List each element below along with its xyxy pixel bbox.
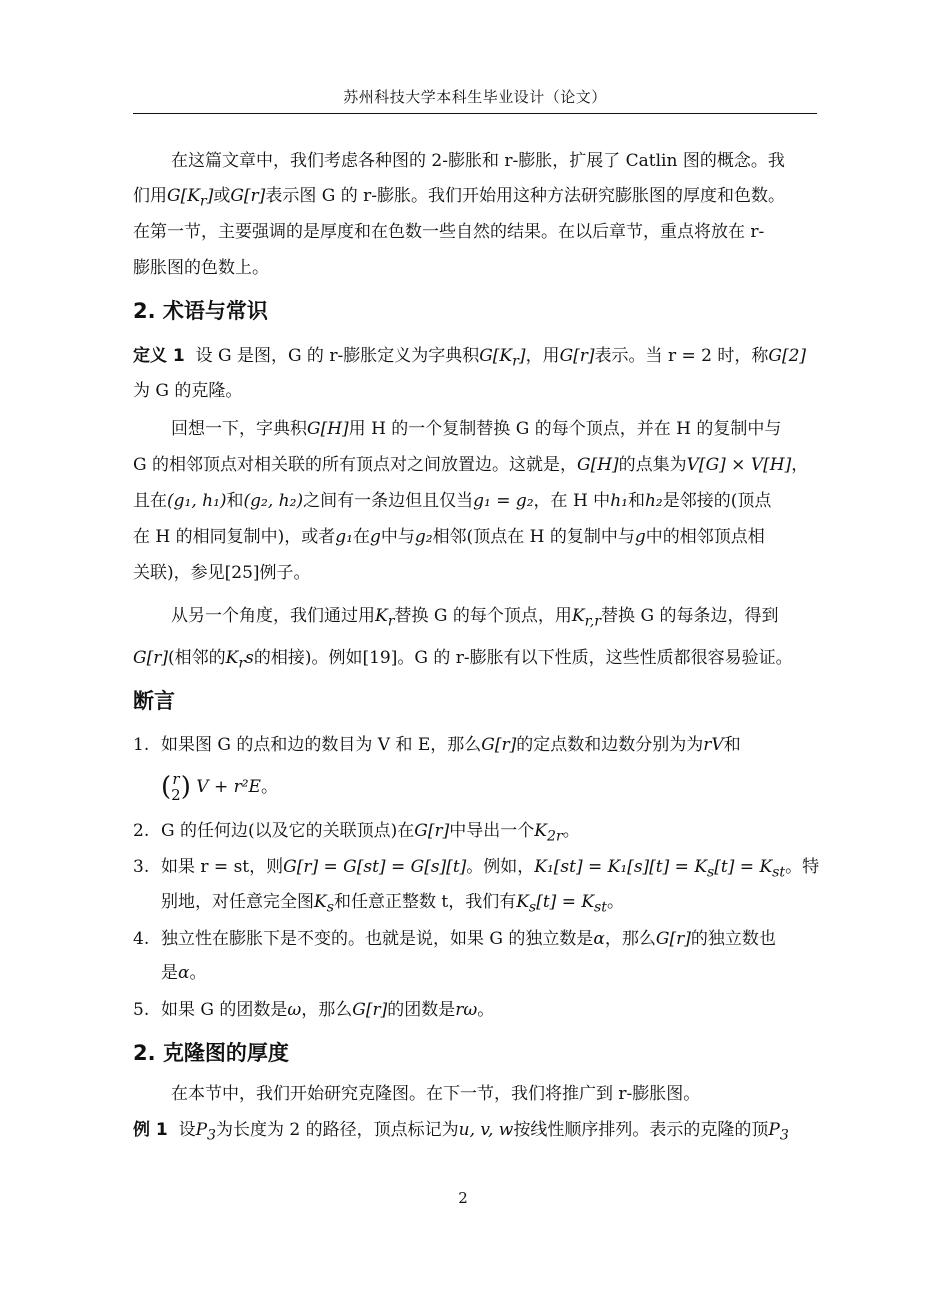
recall-line-5: 关联)，参见[25]例子。 <box>133 563 311 583</box>
intro-line-4: 膨胀图的色数上。 <box>133 258 269 278</box>
section-heading-clone-thickness: 2. 克隆图的厚度 <box>133 1041 289 1065</box>
recall-line-4: 在 H 的相同复制中)，或者g₁在g中与g₂相邻(顶点在 H 的复制中与g中的相邻顶点相 <box>133 527 765 547</box>
list-item-1-line-2: ( r 2 ) V + r²E。 <box>161 770 278 804</box>
list-item-4-line-2: 是α。 <box>161 963 207 983</box>
recall-line-1: 回想一下，字典积G[H]用 H 的一个复制替换 G 的每个顶点，并在 H 的复制中与 <box>171 419 782 439</box>
list-item-2: G 的任何边(以及它的关联顶点)在G[r]中导出一个$K_{2r}$。 <box>161 821 580 845</box>
list-number-3: 3. <box>133 857 150 877</box>
intro-line-3: 在第一节，主要强调的是厚度和在色数一些自然的结果。在以后章节，重点将放在 r- <box>133 222 765 242</box>
list-number-5: 5. <box>133 1000 150 1020</box>
intro-line-1: 在这篇文章中，我们考虑各种图的 2-膨胀和 r-膨胀，扩展了 Catlin 图的概念。我 <box>171 151 785 171</box>
recall-line-3: 且在(g₁, h₁)和(g₂, h₂)之间有一条边但且仅当g₁ = g₂，在 H 中h₁和h₂是邻接的(顶点 <box>133 491 772 511</box>
definition-line-1: 定义 1 设 G 是图，G 的 r-膨胀定义为字典积$G[K_r]$，用G[r]表示。当 r = 2 时，称G[2] <box>133 346 807 370</box>
definition-line-2: 为 G 的克隆。 <box>133 381 243 401</box>
section2-intro-line: 在本节中，我们开始研究克隆图。在下一节，我们将推广到 r-膨胀图。 <box>171 1084 701 1104</box>
list-item-1-line-1: 如果图 G 的点和边的数目为 V 和 E，那么G[r]的定点数和边数分别为为rV和 <box>161 735 741 755</box>
page-number: 2 <box>458 1189 468 1207</box>
list-item-3-line-1: 如果 r = st，则G[r] = G[st] = G[s][t]。例如，$K_1[st] = K_1[s][t] = K_s[t] = K_{st}$。特 <box>161 857 820 881</box>
recall-line-2: G 的相邻顶点对相关联的所有顶点对之间放置边。这就是，G[H]的点集为V[G] × V[H]， <box>133 455 809 475</box>
list-number-2: 2. <box>133 821 150 841</box>
assertion-heading: 断言 <box>133 689 175 713</box>
angle-line-2: G[r](相邻的$K_rs$的相接)。例如[19]。G 的 r-膨胀有以下性质，这些性质都很容易验证。 <box>133 648 793 672</box>
intro-line-2: 们用$G[K_r]$或G[r]表示图 G 的 r-膨胀。我们开始用这种方法研究膨胀图的厚度和色数。 <box>133 186 785 210</box>
list-item-5: 如果 G 的团数是ω，那么G[r]的团数是rω。 <box>161 1000 495 1020</box>
angle-line-1: 从另一个角度，我们通过用$K_r$替换 G 的每个顶点，用$K_{r,r}$替换 G 的每条边，得到 <box>171 606 779 630</box>
example-line-1: 例 1 设$P_3$为长度为 2 的路径，顶点标记为u, v, w按线性顺序排列。表示的克隆的顶$P_3$ <box>133 1120 789 1144</box>
header-divider <box>133 113 817 114</box>
running-header: 苏州科技大学本科生毕业设计（论文） <box>343 88 607 106</box>
list-number-1: 1. <box>133 735 150 755</box>
list-number-4: 4. <box>133 929 150 949</box>
list-item-3-line-2: 别地，对任意完全图$K_s$和任意正整数 t，我们有$K_s[t] = K_{st}$。 <box>161 892 625 916</box>
section-heading-terminology: 2. 术语与常识 <box>133 299 268 323</box>
list-item-4-line-1: 独立性在膨胀下是不变的。也就是说，如果 G 的独立数是α，那么G[r]的独立数也 <box>161 929 776 949</box>
